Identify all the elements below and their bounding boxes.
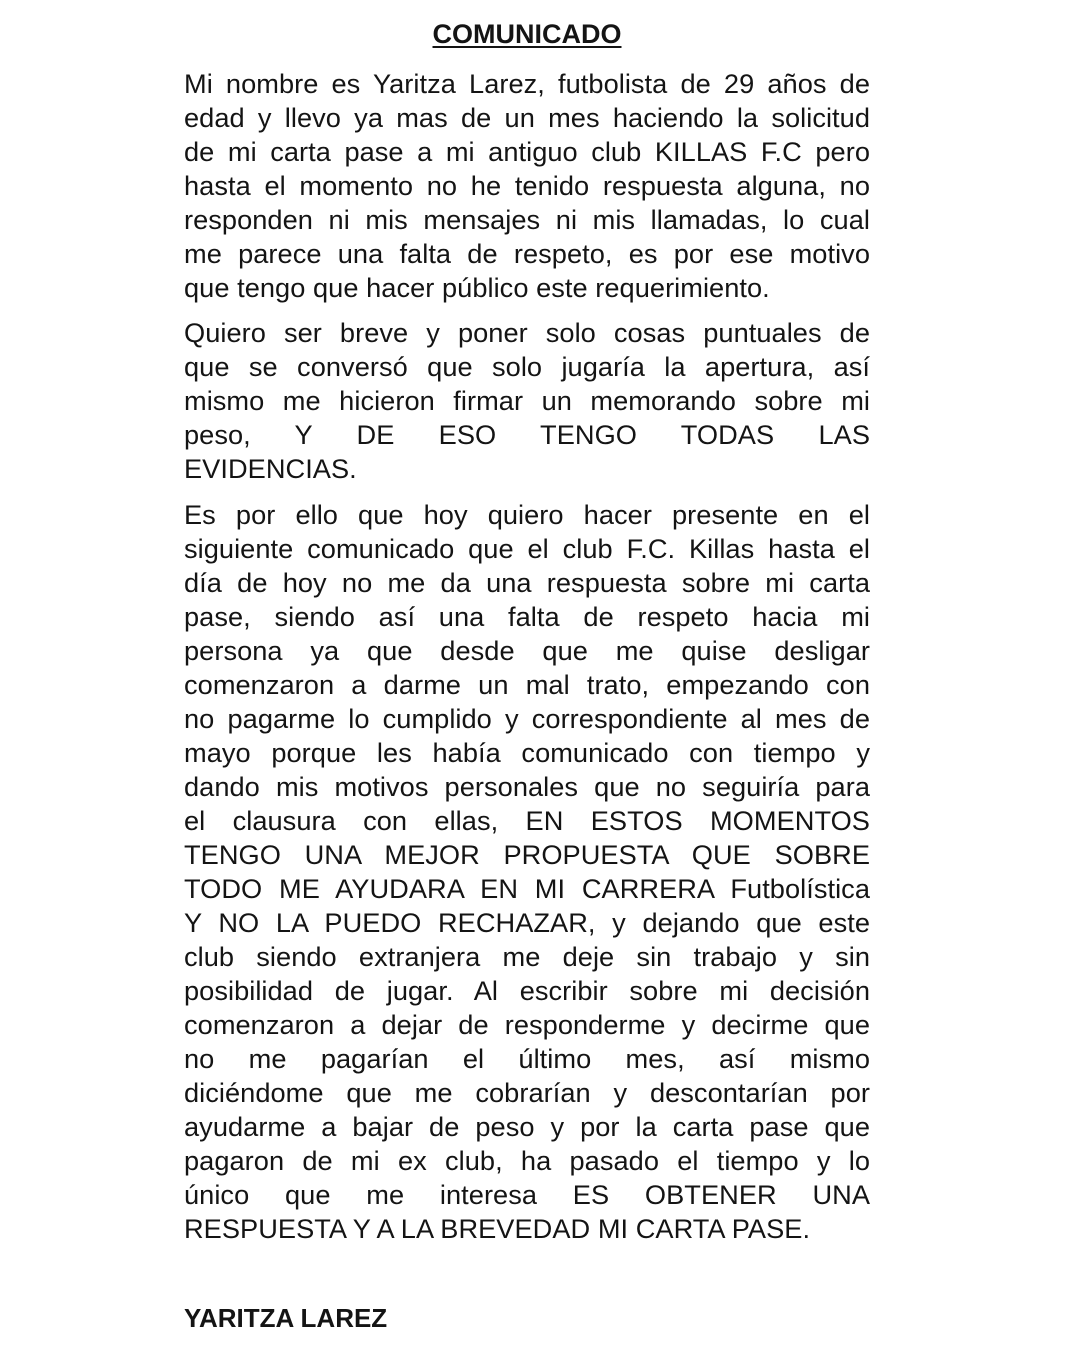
paragraph-line: Y NO LA PUEDO RECHAZAR, y dejando que este [184,907,870,938]
paragraph-line: no me pagarían el último mes, así mismo [184,1043,870,1074]
paragraph-line: no pagarme lo cumplido y correspondiente al mes de [184,703,870,734]
paragraph-line: que se conversó que solo jugaría la apertura, así [184,351,870,382]
paragraph-line: siguiente comunicado que el club F.C. Killas hasta el [184,533,870,564]
paragraph-line: el clausura con ellas, EN ESTOS MOMENTOS [184,805,870,836]
paragraph-line: comenzaron a darme un mal trato, empezando con [184,669,870,700]
paragraph-line: mismo me hicieron firmar un memorando sobre mi [184,385,870,416]
signature: YARITZA LAREZ [184,1303,388,1333]
paragraph-line: Mi nombre es Yaritza Larez, futbolista de 29 años de [184,68,870,99]
paragraph-line: club siendo extranjera me deje sin trabajo y sin [184,941,870,972]
paragraph-line: mayo porque les había comunicado con tiempo y [184,737,870,768]
paragraph-3 [184,498,870,1246]
paragraph-line: responden ni mis mensajes ni mis llamadas, lo cual [184,204,870,235]
paragraph-line: de mi carta pase a mi antiguo club KILLAS F.C pero [184,136,870,167]
paragraph-line: Es por ello que hoy quiero hacer presente en el [184,499,870,530]
paragraph-line: día de hoy no me da una respuesta sobre mi carta [184,567,870,598]
paragraph-line: Quiero ser breve y poner solo cosas puntuales de [184,317,870,348]
paragraph-2 [184,316,870,486]
paragraph-line: ayudarme a bajar de peso y por la carta pase que [184,1111,870,1142]
paragraph-line: peso, Y DE ESO TENGO TODAS LAS [184,419,870,450]
paragraph-1 [184,67,870,305]
paragraph-line: TENGO UNA MEJOR PROPUESTA QUE SOBRE [184,839,870,870]
paragraph-line: hasta el momento no he tenido respuesta alguna, no [184,170,870,201]
paragraph-line: me parece una falta de respeto, es por ese motivo [184,238,870,269]
title-text: COMUNICADO [432,19,622,49]
paragraph-line: TODO ME AYUDARA EN MI CARRERA Futbolística [184,873,870,904]
paragraph-line: EVIDENCIAS. [184,453,357,484]
paragraph-line: RESPUESTA Y A LA BREVEDAD MI CARTA PASE. [184,1213,811,1244]
paragraph-line: comenzaron a dejar de responderme y decirme que [184,1009,870,1040]
paragraph-line: edad y llevo ya mas de un mes haciendo la solicitud [184,102,870,133]
paragraph-line: pase, siendo así una falta de respeto hacia mi [184,601,870,632]
paragraph-line: diciéndome que me cobrarían y descontarían por [184,1077,870,1108]
paragraph-line: dando mis motivos personales que no seguiría para [184,771,870,802]
paragraph-line: persona ya que desde que me quise desligar [184,635,870,666]
document-title [184,17,870,51]
paragraph-line: único que me interesa ES OBTENER UNA [184,1179,870,1210]
paragraph-line: que tengo que hacer público este requerimiento. [184,272,770,303]
paragraph-line: posibilidad de jugar. Al escribir sobre mi decisión [184,975,870,1006]
paragraph-line: pagaron de mi ex club, ha pasado el tiempo y lo [184,1145,870,1176]
